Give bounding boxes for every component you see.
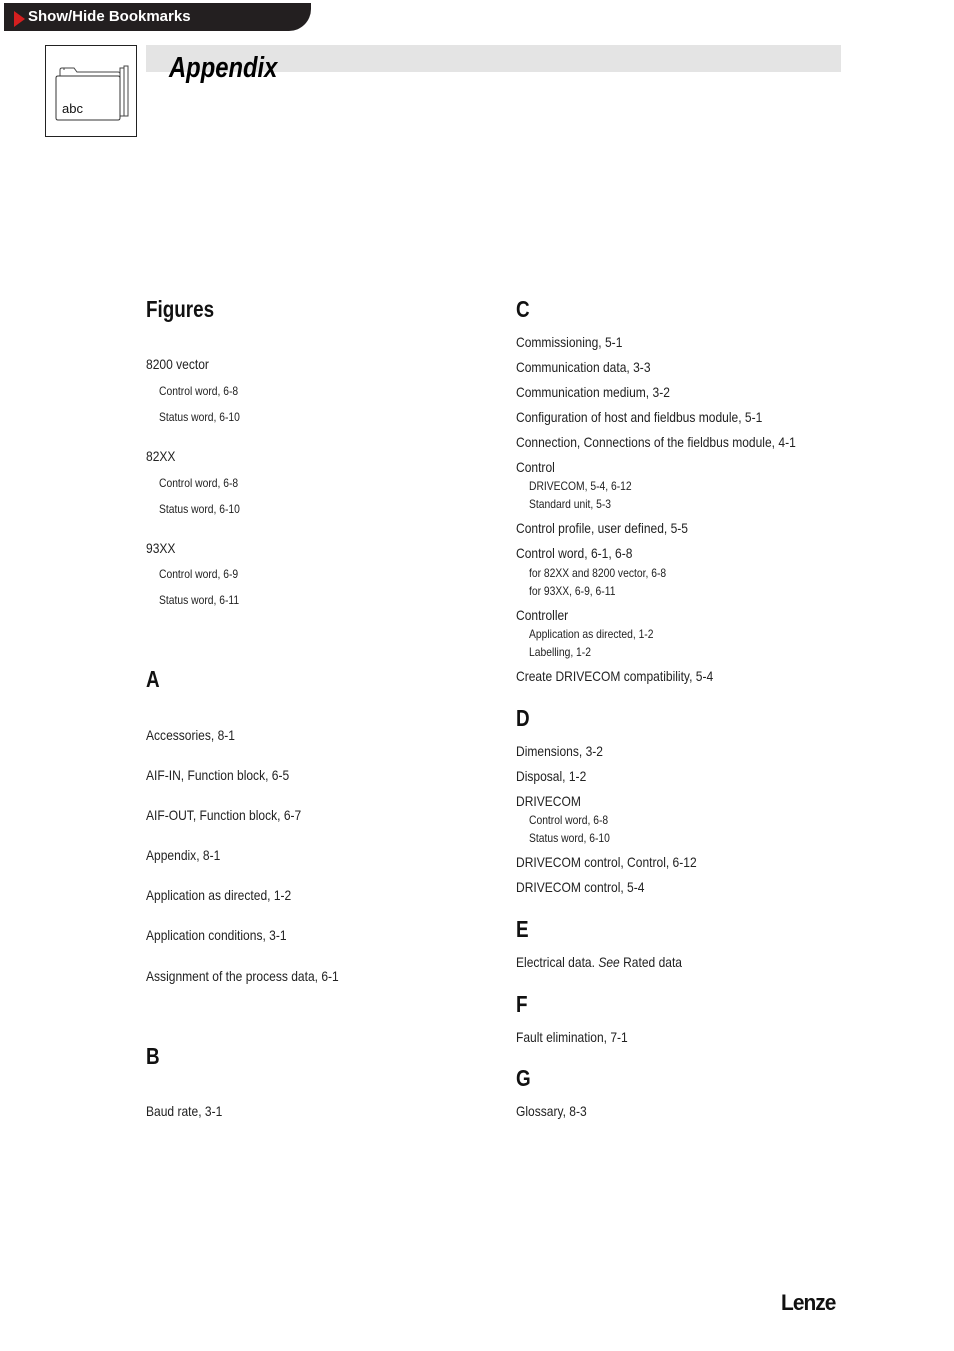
see-reference: See [598,954,620,970]
index-subentry[interactable]: for 93XX, 6-9, 6-11 [529,584,616,598]
index-entry[interactable]: Connection, Connections of the fieldbus module, 4-1 [516,434,796,450]
index-subentry[interactable]: DRIVECOM, 5-4, 6-12 [529,479,632,493]
index-entry[interactable]: Configuration of host and fieldbus module, 5-1 [516,409,763,425]
triangle-right-icon [14,11,25,27]
index-subentry[interactable]: Labelling, 1-2 [529,645,591,659]
index-subentry[interactable]: Application as directed, 1-2 [529,627,654,641]
index-entry: Control [516,459,555,475]
index-entry[interactable]: Control profile, user defined, 5-5 [516,520,688,536]
section-heading-a: A [146,666,160,692]
index-entry[interactable]: Accessories, 8-1 [146,727,235,743]
index-entry[interactable]: Communication data, 3-3 [516,359,651,375]
section-heading-f: F [516,991,528,1017]
index-subentry[interactable]: Control word, 6-8 [529,813,609,827]
index-subentry[interactable]: Status word, 6-10 [159,410,240,424]
page-title: Appendix [169,52,278,84]
index-entry: 8200 vector [146,356,209,372]
index-entry[interactable]: Disposal, 1-2 [516,768,587,784]
index-subentry[interactable]: Status word, 6-10 [159,502,240,516]
index-entry[interactable]: Communication medium, 3-2 [516,384,670,400]
index-entry[interactable]: Glossary, 8-3 [516,1103,587,1119]
index-entry[interactable]: Appendix, 8-1 [146,847,221,863]
index-subentry[interactable]: for 82XX and 8200 vector, 6-8 [529,566,667,580]
index-entry[interactable]: Create DRIVECOM compatibility, 5-4 [516,668,714,684]
figures-heading: Figures [146,296,215,322]
index-subentry[interactable]: Standard unit, 5-3 [529,497,612,511]
index-entry: Controller [516,607,569,623]
index-entry: DRIVECOM [516,793,581,809]
index-subentry[interactable]: Control word, 6-8 [159,476,239,490]
index-subentry[interactable]: Control word, 6-9 [159,567,239,581]
bookmarks-label: Show/Hide Bookmarks [28,8,191,25]
index-entry[interactable]: Control word, 6-1, 6-8 [516,545,633,561]
section-heading-g: G [516,1065,531,1091]
index-entry: 82XX [146,448,176,464]
folder-index-icon [45,45,137,137]
index-subentry[interactable]: Status word, 6-11 [159,593,240,607]
index-entry[interactable]: Application conditions, 3-1 [146,927,287,943]
index-entry[interactable]: Baud rate, 3-1 [146,1103,223,1119]
folder-icon [46,46,136,136]
section-heading-e: E [516,916,529,942]
index-entry[interactable]: Assignment of the process data, 6-1 [146,968,339,984]
section-heading-d: D [516,705,530,731]
show-hide-bookmarks-button[interactable] [4,3,311,31]
index-entry: 93XX [146,540,176,556]
index-entry[interactable]: Fault elimination, 7-1 [516,1029,628,1045]
index-subentry[interactable]: Status word, 6-10 [529,831,610,845]
index-entry[interactable]: Commissioning, 5-1 [516,334,623,350]
index-entry[interactable]: DRIVECOM control, 5-4 [516,879,645,895]
index-entry[interactable]: AIF-IN, Function block, 6-5 [146,767,290,783]
entry-text: Electrical data. [516,954,599,970]
index-entry[interactable]: Dimensions, 3-2 [516,743,603,759]
section-heading-b: B [146,1043,160,1069]
index-entry[interactable]: Application as directed, 1-2 [146,887,292,903]
index-entry[interactable]: DRIVECOM control, Control, 6-12 [516,854,697,870]
entry-text: Rated data [619,954,683,970]
index-entry[interactable] [516,954,682,970]
icon-text: abc [62,101,83,116]
index-entry[interactable]: AIF-OUT, Function block, 6-7 [146,807,302,823]
index-subentry[interactable]: Control word, 6-8 [159,384,239,398]
section-heading-c: C [516,296,530,322]
lenze-logo: Lenze [781,1290,836,1315]
